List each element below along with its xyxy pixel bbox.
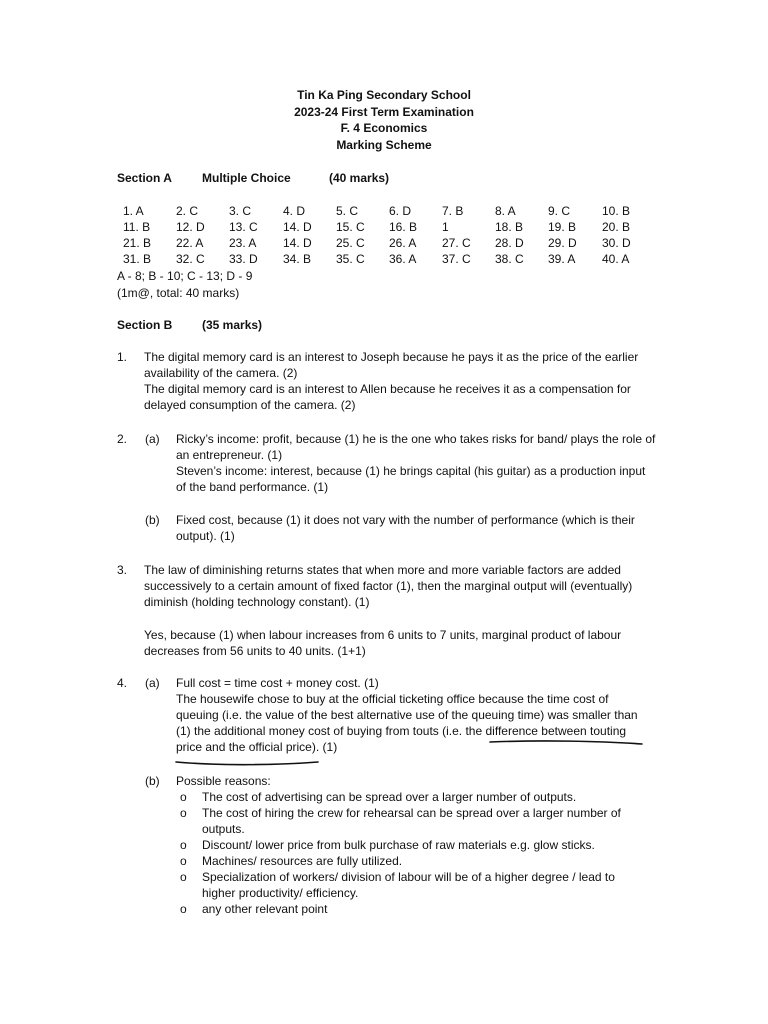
mc-answer-cell: 35. C — [336, 252, 365, 266]
document-title: Marking Scheme — [336, 137, 432, 152]
mc-answer-cell: 37. C — [442, 252, 471, 266]
answer-line: Steven’s income: interest, because (1) he brings capital (his guitar) as a production input — [176, 464, 646, 478]
section-a-type: Multiple Choice — [202, 171, 291, 185]
mc-answer-cell: 12. D — [176, 220, 205, 234]
section-a-label: Section A — [117, 171, 172, 185]
marking-note: (1m@, total: 40 marks) — [117, 286, 240, 300]
section-b-label: Section B — [117, 318, 173, 332]
question-3-part-2 — [117, 627, 657, 659]
school-name: Tin Ka Ping Secondary School — [297, 88, 471, 102]
mc-answer-cell: 22. A — [176, 236, 204, 250]
bullet-circle-icon: o — [180, 902, 187, 916]
part-label: (a) — [145, 432, 160, 446]
answer-line: Ricky’s income: profit, because (1) he is the one who takes risks for band/ plays the role of — [176, 432, 656, 446]
answer-line: price and the official price). (1) — [176, 740, 338, 754]
subject-title: F. 4 Economics — [340, 121, 428, 135]
list-item-text: The cost of advertising can be spread over a larger number of outputs. — [202, 790, 577, 804]
answer-line: successively to a certain amount of fixed factor (1), then the marginal output will (eventually) — [144, 579, 633, 593]
mc-answer-cell: 8. A — [495, 204, 516, 218]
mc-answer-cell: 1. A — [123, 204, 144, 218]
question-3 — [117, 562, 657, 610]
list-item-text: any other relevant point — [202, 902, 328, 916]
answer-line: The housewife chose to buy at the official ticketing office because the time cost of — [176, 692, 609, 706]
answer-line: Full cost = time cost + money cost. (1) — [176, 676, 379, 690]
mc-answer-cell: 7. B — [442, 204, 464, 218]
part-label: (b) — [145, 513, 160, 527]
list-item-text: Specialization of workers/ division of labour will be of a higher degree / lead to — [202, 870, 615, 884]
answer-distribution: A - 8; B - 10; C - 13; D - 9 — [117, 269, 253, 283]
mc-answer-cell: 11. B — [123, 220, 151, 234]
mc-answer-cell: 32. C — [176, 252, 205, 266]
section-b-marks: (35 marks) — [202, 318, 263, 332]
mc-answer-cell: 14. D — [283, 220, 312, 234]
mc-answer-cell: 34. B — [283, 252, 312, 266]
mc-answer-cell: 18. B — [495, 220, 524, 234]
section-a-marks: (40 marks) — [329, 171, 390, 185]
mc-answer-grid — [117, 203, 677, 267]
mc-answer-cell: 6. D — [389, 204, 412, 218]
answer-line: an entrepreneur. (1) — [176, 448, 283, 462]
mc-answer-cell: 19. B — [548, 220, 577, 234]
mc-answer-cell: 29. D — [548, 236, 577, 250]
mc-answer-cell: 38. C — [495, 252, 524, 266]
answer-line: availability of the camera. (2) — [144, 366, 298, 380]
part-label: (a) — [145, 676, 160, 690]
answer-line: diminish (holding technology constant). (1) — [144, 595, 370, 609]
mc-answer-row — [117, 235, 677, 251]
list-item — [176, 869, 657, 901]
mc-answer-cell: 33. D — [229, 252, 258, 266]
list-item — [176, 901, 657, 917]
mc-answer-cell: 30. D — [602, 236, 631, 250]
answer-line: output). (1) — [176, 529, 235, 543]
answer-line: of the band performance. (1) — [176, 480, 329, 494]
mc-answer-cell: 1 — [442, 220, 449, 234]
mc-answer-cell: 5. C — [336, 204, 359, 218]
bullet-circle-icon: o — [180, 854, 187, 868]
mc-answer-cell: 2. C — [176, 204, 199, 218]
answer-line: Yes, because (1) when labour increases from 6 units to 7 units, marginal product of labour — [144, 628, 622, 642]
bullet-circle-icon: o — [180, 790, 187, 804]
list-item-text: outputs. — [202, 822, 245, 836]
answer-line: The law of diminishing returns states that when more and more variable factors are added — [144, 563, 621, 577]
mc-answer-cell: 4. D — [283, 204, 306, 218]
mc-answer-cell: 23. A — [229, 236, 257, 250]
mc-answer-cell: 39. A — [548, 252, 576, 266]
list-item-text: The cost of hiring the crew for rehearsal can be spread over a larger number of — [202, 806, 621, 820]
mc-answer-cell: 40. A — [602, 252, 630, 266]
mc-answer-cell: 27. C — [442, 236, 471, 250]
list-item-text: Machines/ resources are fully utilized. — [202, 854, 403, 868]
mc-answer-cell: 10. B — [602, 204, 631, 218]
exam-title: 2023-24 First Term Examination — [294, 104, 474, 119]
mc-answer-row — [117, 251, 677, 267]
mc-answer-cell: 16. B — [389, 220, 418, 234]
list-item-text: higher productivity/ efficiency. — [202, 886, 359, 900]
list-item — [176, 853, 657, 869]
answer-line: Possible reasons: — [176, 774, 271, 788]
question-2b — [117, 512, 657, 544]
list-item-text: Discount/ lower price from bulk purchase of raw materials e.g. glow sticks. — [202, 838, 595, 852]
mc-answer-cell: 21. B — [123, 236, 152, 250]
bullet-circle-icon: o — [180, 838, 187, 852]
question-4b — [117, 773, 657, 917]
question-number: 3. — [117, 563, 128, 577]
answer-line: The digital memory card is an interest to Allen because he receives it as a compensation for — [144, 382, 631, 396]
mc-answer-cell: 9. C — [548, 204, 571, 218]
mc-answer-cell: 28. D — [495, 236, 524, 250]
mc-answer-cell: 15. C — [336, 220, 365, 234]
question-number: 2. — [117, 432, 128, 446]
mc-answer-cell: 36. A — [389, 252, 417, 266]
mc-answer-cell: 3. C — [229, 204, 252, 218]
list-item — [176, 805, 657, 837]
answer-line: decreases from 56 units to 40 units. (1+1) — [144, 644, 366, 658]
list-item — [176, 837, 657, 853]
mc-answer-row — [117, 203, 677, 219]
question-number: 4. — [117, 676, 128, 690]
question-1 — [117, 349, 657, 413]
mc-answer-cell: 26. A — [389, 236, 417, 250]
mc-answer-cell: 31. B — [123, 252, 152, 266]
answer-line: The digital memory card is an interest to Joseph because he pays it as the price of the earlier — [144, 350, 639, 364]
answer-line: Fixed cost, because (1) it does not vary with the number of performance (which is their — [176, 513, 635, 527]
mc-answer-cell: 20. B — [602, 220, 631, 234]
answer-line: (1) the additional money cost of buying from touts (i.e. the difference between touting — [176, 724, 627, 738]
mc-answer-cell: 13. C — [229, 220, 258, 234]
bullet-circle-icon: o — [180, 870, 187, 884]
answer-line: queuing (i.e. the value of the best alternative use of the queuing time) was smaller than — [176, 708, 638, 722]
part-label: (b) — [145, 774, 160, 788]
document-header — [0, 87, 768, 153]
question-number: 1. — [117, 350, 128, 364]
answer-line: delayed consumption of the camera. (2) — [144, 398, 356, 412]
question-2a — [117, 431, 657, 495]
question-4a — [117, 675, 657, 755]
mc-answer-cell: 25. C — [336, 236, 365, 250]
reasons-list — [176, 789, 657, 917]
bullet-circle-icon: o — [180, 806, 187, 820]
mc-answer-cell: 14. D — [283, 236, 312, 250]
list-item — [176, 789, 657, 805]
mc-answer-row — [117, 219, 677, 235]
